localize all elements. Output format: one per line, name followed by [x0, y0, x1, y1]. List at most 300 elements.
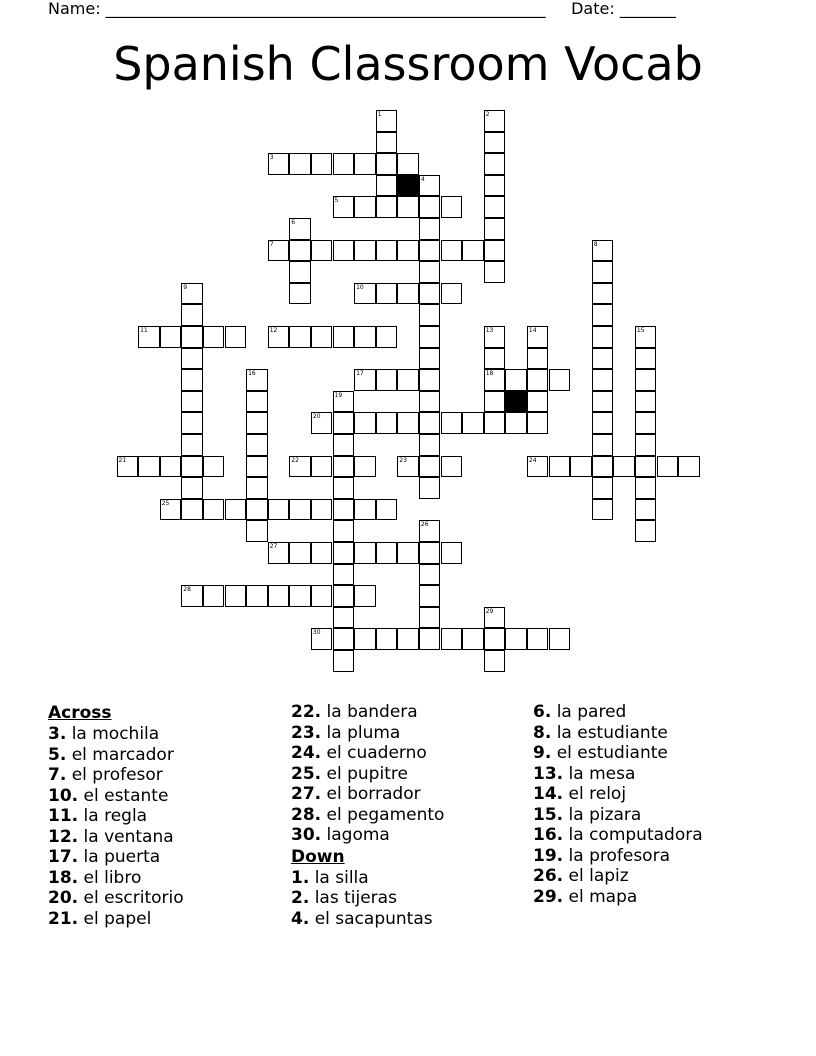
- grid-cell[interactable]: [311, 153, 333, 175]
- grid-cell[interactable]: [592, 261, 614, 283]
- grid-cell[interactable]: [462, 240, 484, 262]
- clue-number: 5: [334, 197, 339, 205]
- clue-number: 11: [140, 327, 148, 334]
- grid-cell[interactable]: [484, 650, 506, 672]
- grid-cell[interactable]: [527, 326, 549, 348]
- grid-cell[interactable]: [333, 153, 355, 175]
- grid-cell[interactable]: [549, 628, 571, 650]
- clue-number-label: 7.: [48, 765, 67, 785]
- grid-cell[interactable]: [419, 456, 441, 478]
- grid-cell[interactable]: [441, 628, 463, 650]
- grid-cell[interactable]: [289, 218, 311, 240]
- grid-cell[interactable]: [592, 391, 614, 413]
- grid-cell[interactable]: [376, 196, 398, 218]
- clue-number: 15: [636, 327, 645, 334]
- grid-cell[interactable]: [419, 240, 441, 262]
- clue-text: el estante: [78, 785, 169, 806]
- grid-cell[interactable]: [613, 456, 635, 478]
- grid-cell[interactable]: [354, 196, 376, 218]
- grid-cell[interactable]: [160, 499, 182, 521]
- clue-number: 23: [399, 456, 407, 464]
- clue-number-label: 9.: [533, 743, 552, 763]
- grid-cell[interactable]: [441, 283, 463, 305]
- clue-text: la silla: [309, 867, 369, 888]
- grid-cell[interactable]: [225, 585, 247, 607]
- clue-column-1: [48, 702, 184, 929]
- grid-cell[interactable]: [181, 304, 203, 326]
- grid-cell[interactable]: [311, 240, 333, 262]
- grid-cell[interactable]: [376, 369, 398, 391]
- clue-column-2: [291, 702, 444, 929]
- clue-number-label: 12.: [48, 826, 79, 847]
- grid-cell[interactable]: [289, 261, 311, 283]
- clue-item: [48, 847, 184, 868]
- grid-cell[interactable]: [376, 628, 398, 650]
- grid-cell[interactable]: [117, 456, 139, 478]
- grid-cell[interactable]: [311, 326, 333, 348]
- grid-cell[interactable]: [376, 110, 398, 132]
- grid-cell[interactable]: [441, 456, 463, 478]
- clue-item: [291, 888, 444, 909]
- grid-cell[interactable]: [484, 348, 506, 370]
- grid-cell[interactable]: [333, 628, 355, 650]
- clue-number-label: 16.: [533, 825, 564, 845]
- grid-cell[interactable]: [484, 607, 506, 629]
- grid-cell[interactable]: [419, 585, 441, 607]
- clue-item: [291, 723, 444, 744]
- clue-number-label: 8.: [533, 722, 552, 743]
- clue-number: 9: [183, 283, 188, 291]
- clue-item: [48, 909, 184, 930]
- clue-number: 8: [593, 240, 598, 248]
- grid-cell[interactable]: [354, 456, 376, 478]
- grid-cell[interactable]: [441, 240, 463, 262]
- grid-cell[interactable]: [376, 240, 398, 262]
- clue-number: 13: [485, 327, 494, 334]
- grid-cell[interactable]: [527, 369, 549, 391]
- grid-cell[interactable]: [635, 391, 657, 413]
- clue-number: 17: [356, 370, 364, 378]
- grid-cell[interactable]: [246, 456, 268, 478]
- clue-number-label: 15.: [533, 804, 564, 825]
- clue-item: [533, 887, 703, 908]
- grid-cell[interactable]: [484, 628, 506, 650]
- grid-cell[interactable]: [592, 456, 614, 478]
- grid-cell[interactable]: [397, 283, 419, 305]
- grid-cell[interactable]: [419, 520, 441, 542]
- grid-cell[interactable]: [592, 434, 614, 456]
- clue-text: la bandera: [321, 702, 418, 722]
- grid-cell[interactable]: [354, 369, 376, 391]
- clue-number-label: 18.: [48, 867, 79, 888]
- grid-cell[interactable]: [592, 499, 614, 521]
- clue-column-3: [533, 702, 703, 907]
- grid-cell[interactable]: [333, 585, 355, 607]
- clue-number: 21: [118, 456, 127, 464]
- grid-cell[interactable]: [376, 499, 398, 521]
- grid-cell[interactable]: [181, 391, 203, 413]
- clue-number: 1: [377, 111, 382, 118]
- grid-cell[interactable]: [289, 283, 311, 305]
- down-heading: Down: [291, 846, 345, 867]
- grid-cell[interactable]: [484, 369, 506, 391]
- clue-number-label: 20.: [48, 888, 79, 908]
- clue-item: [291, 825, 444, 846]
- grid-cell[interactable]: [376, 542, 398, 564]
- clue-text: la profesora: [563, 845, 670, 866]
- grid-cell[interactable]: [592, 412, 614, 434]
- grid-cell[interactable]: [311, 628, 333, 650]
- grid-cell[interactable]: [592, 304, 614, 326]
- grid-cell[interactable]: [376, 412, 398, 434]
- grid-cell[interactable]: [268, 240, 290, 262]
- clue-item: [48, 786, 184, 807]
- grid-cell[interactable]: [181, 456, 203, 478]
- clue-text: la pared: [551, 702, 627, 722]
- name-date-line: Name: _______________________________________________________ Date: _______: [48, 0, 676, 18]
- clue-number-label: 23.: [291, 722, 322, 743]
- grid-cell[interactable]: [527, 412, 549, 434]
- clue-number-label: 4.: [291, 908, 310, 929]
- clue-text: la ventana: [78, 826, 174, 847]
- grid-cell[interactable]: [505, 412, 527, 434]
- grid-cell[interactable]: [635, 456, 657, 478]
- grid-cell[interactable]: [592, 477, 614, 499]
- clue-number-label: 24.: [291, 743, 322, 763]
- grid-cell[interactable]: [289, 240, 311, 262]
- grid-cell[interactable]: [527, 391, 549, 413]
- black-square: [505, 391, 527, 413]
- clue-number: 16: [248, 370, 256, 378]
- grid-cell[interactable]: [419, 542, 441, 564]
- clue-number-label: 6.: [533, 702, 552, 722]
- grid-cell[interactable]: [181, 477, 203, 499]
- clue-text: el papel: [78, 908, 152, 929]
- grid-cell[interactable]: [419, 628, 441, 650]
- grid-cell[interactable]: [181, 434, 203, 456]
- grid-cell[interactable]: [397, 196, 419, 218]
- grid-cell[interactable]: [419, 283, 441, 305]
- grid-cell[interactable]: [268, 585, 290, 607]
- grid-cell[interactable]: [311, 499, 333, 521]
- grid-cell[interactable]: [397, 542, 419, 564]
- grid-cell[interactable]: [181, 499, 203, 521]
- clue-item: [533, 723, 703, 744]
- grid-cell[interactable]: [635, 520, 657, 542]
- clue-text: lagoma: [321, 825, 390, 845]
- grid-cell[interactable]: [225, 326, 247, 348]
- grid-cell[interactable]: [419, 607, 441, 629]
- grid-cell[interactable]: [376, 132, 398, 154]
- clue-number: 30: [312, 629, 321, 637]
- grid-cell[interactable]: [354, 240, 376, 262]
- clue-item: [533, 825, 703, 846]
- clue-text: el escritorio: [78, 888, 184, 908]
- grid-cell[interactable]: [462, 628, 484, 650]
- grid-cell[interactable]: [289, 153, 311, 175]
- clue-number-label: 10.: [48, 785, 79, 806]
- grid-cell[interactable]: [419, 304, 441, 326]
- grid-cell[interactable]: [484, 196, 506, 218]
- grid-cell[interactable]: [419, 348, 441, 370]
- clue-item: [291, 764, 444, 785]
- grid-cell[interactable]: [181, 585, 203, 607]
- grid-cell[interactable]: [376, 153, 398, 175]
- grid-cell[interactable]: [592, 240, 614, 262]
- grid-cell[interactable]: [311, 542, 333, 564]
- clue-number-label: 14.: [533, 784, 564, 804]
- grid-cell[interactable]: [181, 283, 203, 305]
- grid-cell[interactable]: [570, 456, 592, 478]
- clue-number-label: 28.: [291, 804, 322, 825]
- grid-cell[interactable]: [397, 153, 419, 175]
- clue-number: 18: [485, 370, 494, 378]
- clue-item: [48, 806, 184, 827]
- grid-cell[interactable]: [311, 585, 333, 607]
- clue-item: [48, 724, 184, 745]
- clue-number: 3: [269, 154, 274, 162]
- grid-cell[interactable]: [354, 153, 376, 175]
- grid-cell[interactable]: [419, 434, 441, 456]
- clue-number: 27: [269, 543, 278, 550]
- grid-cell[interactable]: [138, 456, 160, 478]
- grid-cell[interactable]: [333, 240, 355, 262]
- grid-cell[interactable]: [549, 456, 571, 478]
- clue-text: la puerta: [78, 847, 161, 867]
- clue-item: [533, 805, 703, 826]
- grid-cell[interactable]: [484, 132, 506, 154]
- clue-item: [291, 743, 444, 764]
- clue-text: la regla: [78, 806, 148, 826]
- grid-cell[interactable]: [376, 175, 398, 197]
- grid-cell[interactable]: [419, 477, 441, 499]
- grid-cell[interactable]: [397, 456, 419, 478]
- grid-cell[interactable]: [527, 456, 549, 478]
- clue-number-label: 22.: [291, 702, 322, 722]
- grid-cell[interactable]: [311, 456, 333, 478]
- grid-cell[interactable]: [333, 564, 355, 586]
- grid-cell[interactable]: [289, 499, 311, 521]
- grid-cell[interactable]: [484, 391, 506, 413]
- grid-cell[interactable]: [527, 628, 549, 650]
- grid-cell[interactable]: [678, 456, 700, 478]
- black-square: [397, 175, 419, 197]
- grid-cell[interactable]: [635, 434, 657, 456]
- clue-number-label: 27.: [291, 784, 322, 804]
- clue-text: el reloj: [563, 784, 627, 804]
- grid-cell[interactable]: [354, 585, 376, 607]
- grid-cell[interactable]: [268, 499, 290, 521]
- grid-cell[interactable]: [376, 283, 398, 305]
- grid-cell[interactable]: [354, 499, 376, 521]
- grid-cell[interactable]: [246, 391, 268, 413]
- clue-text: el borrador: [321, 784, 421, 804]
- grid-cell[interactable]: [484, 326, 506, 348]
- grid-cell[interactable]: [160, 456, 182, 478]
- grid-cell[interactable]: [592, 326, 614, 348]
- clue-text: el estudiante: [551, 743, 668, 763]
- clue-number-label: 5.: [48, 744, 67, 765]
- clue-item: [291, 702, 444, 723]
- grid-cell[interactable]: [505, 369, 527, 391]
- grid-cell[interactable]: [333, 412, 355, 434]
- grid-cell[interactable]: [268, 153, 290, 175]
- clue-number: 20: [312, 413, 321, 421]
- grid-cell[interactable]: [484, 110, 506, 132]
- grid-cell[interactable]: [462, 412, 484, 434]
- grid-cell[interactable]: [419, 412, 441, 434]
- grid-cell[interactable]: [333, 499, 355, 521]
- grid-cell[interactable]: [225, 499, 247, 521]
- grid-cell[interactable]: [419, 261, 441, 283]
- clue-item: [291, 784, 444, 805]
- clue-item: [291, 805, 444, 826]
- clue-number: 12: [269, 327, 278, 334]
- grid-cell[interactable]: [441, 542, 463, 564]
- grid-cell[interactable]: [635, 412, 657, 434]
- grid-cell[interactable]: [484, 412, 506, 434]
- grid-cell[interactable]: [246, 412, 268, 434]
- grid-cell[interactable]: [354, 283, 376, 305]
- clue-item: [48, 745, 184, 766]
- grid-cell[interactable]: [657, 456, 679, 478]
- clue-number: 4: [420, 175, 425, 183]
- grid-cell[interactable]: [289, 456, 311, 478]
- clue-item: [533, 784, 703, 805]
- grid-cell[interactable]: [419, 196, 441, 218]
- grid-cell[interactable]: [181, 348, 203, 370]
- grid-cell[interactable]: [333, 542, 355, 564]
- grid-cell[interactable]: [333, 520, 355, 542]
- clue-number: 2: [485, 111, 490, 118]
- grid-cell[interactable]: [635, 326, 657, 348]
- grid-cell[interactable]: [333, 434, 355, 456]
- clue-item: [533, 743, 703, 764]
- grid-cell[interactable]: [203, 499, 225, 521]
- grid-cell[interactable]: [441, 412, 463, 434]
- grid-cell[interactable]: [333, 391, 355, 413]
- grid-cell[interactable]: [181, 412, 203, 434]
- grid-cell[interactable]: [484, 218, 506, 240]
- grid-cell[interactable]: [397, 240, 419, 262]
- grid-cell[interactable]: [397, 628, 419, 650]
- grid-cell[interactable]: [376, 326, 398, 348]
- grid-cell[interactable]: [592, 283, 614, 305]
- grid-cell[interactable]: [333, 650, 355, 672]
- grid-cell[interactable]: [333, 477, 355, 499]
- clue-text: el pupitre: [321, 763, 408, 784]
- grid-cell[interactable]: [289, 585, 311, 607]
- clue-item: [533, 702, 703, 723]
- grid-cell[interactable]: [419, 175, 441, 197]
- grid-cell[interactable]: [397, 369, 419, 391]
- clue-item: [48, 827, 184, 848]
- grid-cell[interactable]: [484, 153, 506, 175]
- grid-cell[interactable]: [246, 520, 268, 542]
- grid-cell[interactable]: [203, 585, 225, 607]
- grid-cell[interactable]: [505, 628, 527, 650]
- clue-number-label: 13.: [533, 763, 564, 784]
- grid-cell[interactable]: [419, 564, 441, 586]
- grid-cell[interactable]: [397, 412, 419, 434]
- grid-cell[interactable]: [246, 369, 268, 391]
- across-heading: Across: [48, 703, 112, 723]
- grid-cell[interactable]: [635, 348, 657, 370]
- grid-cell[interactable]: [181, 369, 203, 391]
- clue-number-label: 30.: [291, 825, 322, 845]
- grid-cell[interactable]: [419, 391, 441, 413]
- grid-cell[interactable]: [419, 218, 441, 240]
- clue-number-label: 21.: [48, 908, 79, 929]
- clue-text: las tijeras: [309, 888, 397, 908]
- grid-cell[interactable]: [527, 348, 549, 370]
- grid-cell[interactable]: [354, 628, 376, 650]
- clue-number: 26: [420, 521, 429, 529]
- clue-text: el pegamento: [321, 804, 445, 825]
- grid-cell[interactable]: [160, 326, 182, 348]
- grid-cell[interactable]: [484, 175, 506, 197]
- grid-cell[interactable]: [549, 369, 571, 391]
- grid-cell[interactable]: [246, 434, 268, 456]
- grid-cell[interactable]: [635, 499, 657, 521]
- grid-cell[interactable]: [203, 326, 225, 348]
- clue-number: 24: [528, 456, 537, 464]
- grid-cell[interactable]: [592, 369, 614, 391]
- grid-cell[interactable]: [138, 326, 160, 348]
- clue-number-label: 19.: [533, 845, 564, 866]
- grid-cell[interactable]: [203, 456, 225, 478]
- grid-cell[interactable]: [311, 412, 333, 434]
- grid-cell[interactable]: [268, 326, 290, 348]
- clue-number: 25: [161, 499, 170, 507]
- grid-cell[interactable]: [268, 542, 290, 564]
- grid-cell[interactable]: [181, 326, 203, 348]
- grid-cell[interactable]: [289, 326, 311, 348]
- grid-cell[interactable]: [289, 542, 311, 564]
- grid-cell[interactable]: [484, 240, 506, 262]
- grid-cell[interactable]: [484, 261, 506, 283]
- grid-cell[interactable]: [635, 477, 657, 499]
- grid-cell[interactable]: [333, 326, 355, 348]
- grid-cell[interactable]: [441, 196, 463, 218]
- clue-text: el mapa: [563, 886, 638, 907]
- clue-text: la computadora: [563, 825, 703, 845]
- clue-number: 29: [485, 607, 494, 615]
- grid-cell[interactable]: [333, 607, 355, 629]
- clue-item: [533, 866, 703, 887]
- clue-text: la pizara: [563, 804, 642, 825]
- grid-cell[interactable]: [333, 456, 355, 478]
- clue-number-label: 11.: [48, 806, 79, 826]
- grid-cell[interactable]: [592, 348, 614, 370]
- grid-cell[interactable]: [246, 477, 268, 499]
- grid-cell[interactable]: [635, 369, 657, 391]
- grid-cell[interactable]: [419, 369, 441, 391]
- grid-cell[interactable]: [354, 326, 376, 348]
- grid-cell[interactable]: [246, 499, 268, 521]
- grid-cell[interactable]: [419, 326, 441, 348]
- clue-number-label: 2.: [291, 888, 310, 908]
- clue-number: 19: [334, 391, 343, 399]
- grid-cell[interactable]: [246, 585, 268, 607]
- grid-cell[interactable]: [354, 412, 376, 434]
- grid-cell[interactable]: [354, 542, 376, 564]
- clue-text: el libro: [78, 867, 142, 888]
- clue-text: el cuaderno: [321, 743, 427, 763]
- clue-number: 6: [291, 219, 296, 226]
- clue-number-label: 17.: [48, 847, 79, 867]
- grid-cell[interactable]: [333, 196, 355, 218]
